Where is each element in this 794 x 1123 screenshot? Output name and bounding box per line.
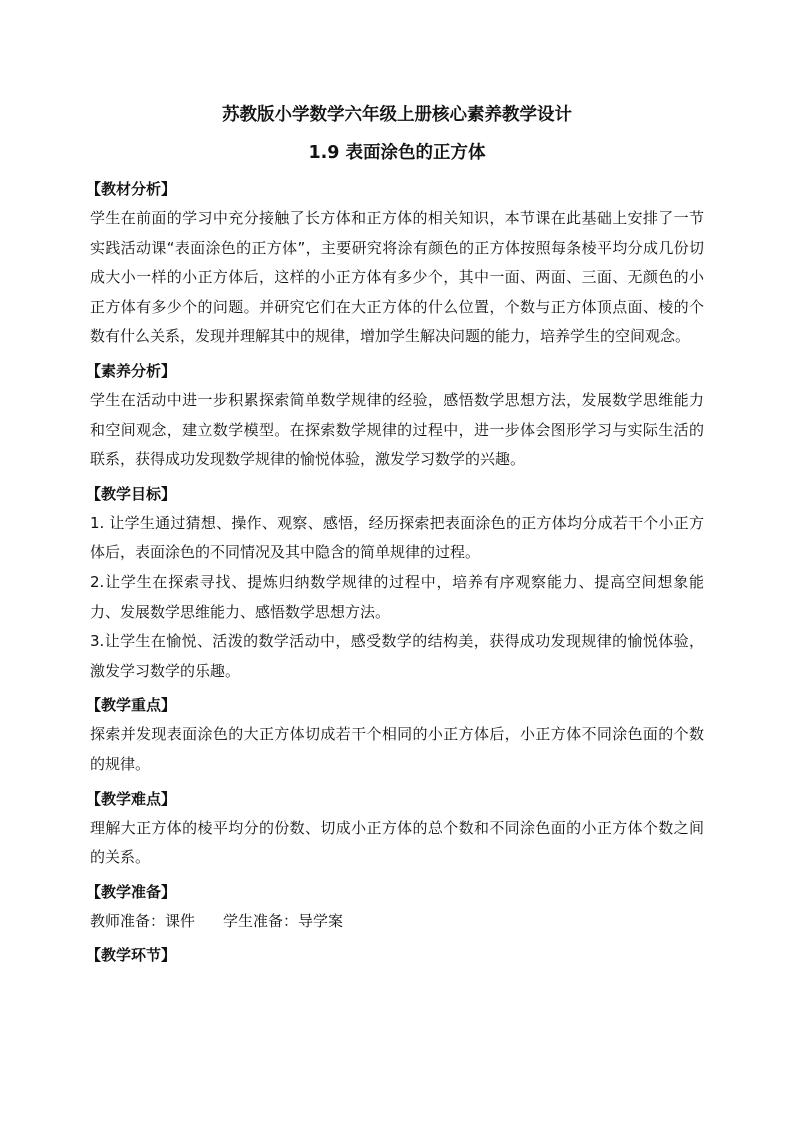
paragraph-key-points: 探索并发现表面涂色的大正方体切成若干个相同的小正方体后，小正方体不同涂色面的个数的规律。 [90,725,704,773]
heading-process: 【教学环节】 [86,946,177,965]
heading-key-points: 【教学重点】 [86,696,177,715]
paragraph-material-analysis: 学生在前面的学习中充分接触了长方体和正方体的相关知识，本节课在此基础上安排了一节实践活动课“表面涂色的正方体”，主要研究将涂有颜色的正方体按照每条棱平均分成几份切成大小一样的小正方体后，这样的小正方体有多少个，其中一面、两面、三面、无颜色的小正方体有多少个的问题。并研究它们在大正方体的什么位置，个数与正方体顶点面、棱的个数有什么关系，发现并理解其中的规律，增加学生解决问题的能力，培养学生的空间观念。 [90,209,704,346]
heading-preparation: 【教学准备】 [86,882,177,901]
heading-objectives: 【教学目标】 [86,484,177,503]
paragraph-literacy-analysis: 学生在活动中进一步积累探索简单数学规律的经验，感悟数学思想方法，发展数学思维能力和空间观念，建立数学模型。在探索数学规律的过程中，进一步体会图形学习与实际生活的联系，获得成功发现数学规律的愉悦体验，激发学习数学的兴趣。 [90,390,704,469]
paragraph-difficulties: 理解大正方体的棱平均分的份数、切成小正方体的总个数和不同涂色面的小正方体个数之间的关系。 [90,818,704,867]
preparation-line [90,907,704,937]
objective-item-1: 1. 让学生通过猜想、操作、观察、感悟，经历探索把表面涂色的正方体均分成若干个小正方体后，表面涂色的不同情况及其中隐含的简单规律的过程。 [90,513,704,562]
objective-item-3: 3.让学生在愉悦、活泼的数学活动中，感受数学的结构美，获得成功发现规律的愉悦体验，激发学习数学的乐趣。 [90,632,704,680]
teacher-preparation: 教师准备：课件 [90,911,196,930]
heading-material-analysis: 【教材分析】 [86,180,177,198]
student-preparation: 学生准备：导学案 [223,911,344,930]
heading-difficulties: 【教学难点】 [86,789,177,808]
objective-item-2: 2.让学生在探索寻找、提炼归纳数学规律的过程中，培养有序观察能力、提高空间想象能力、发展数学思维能力、感悟数学思想方法。 [90,572,704,621]
document-subtitle: 1.9 表面涂色的正方体 [308,143,486,163]
heading-literacy-analysis: 【素养分析】 [86,361,177,380]
document-title: 苏教版小学数学六年级上册核心素养教学设计 [222,105,572,125]
document-content [86,98,704,970]
